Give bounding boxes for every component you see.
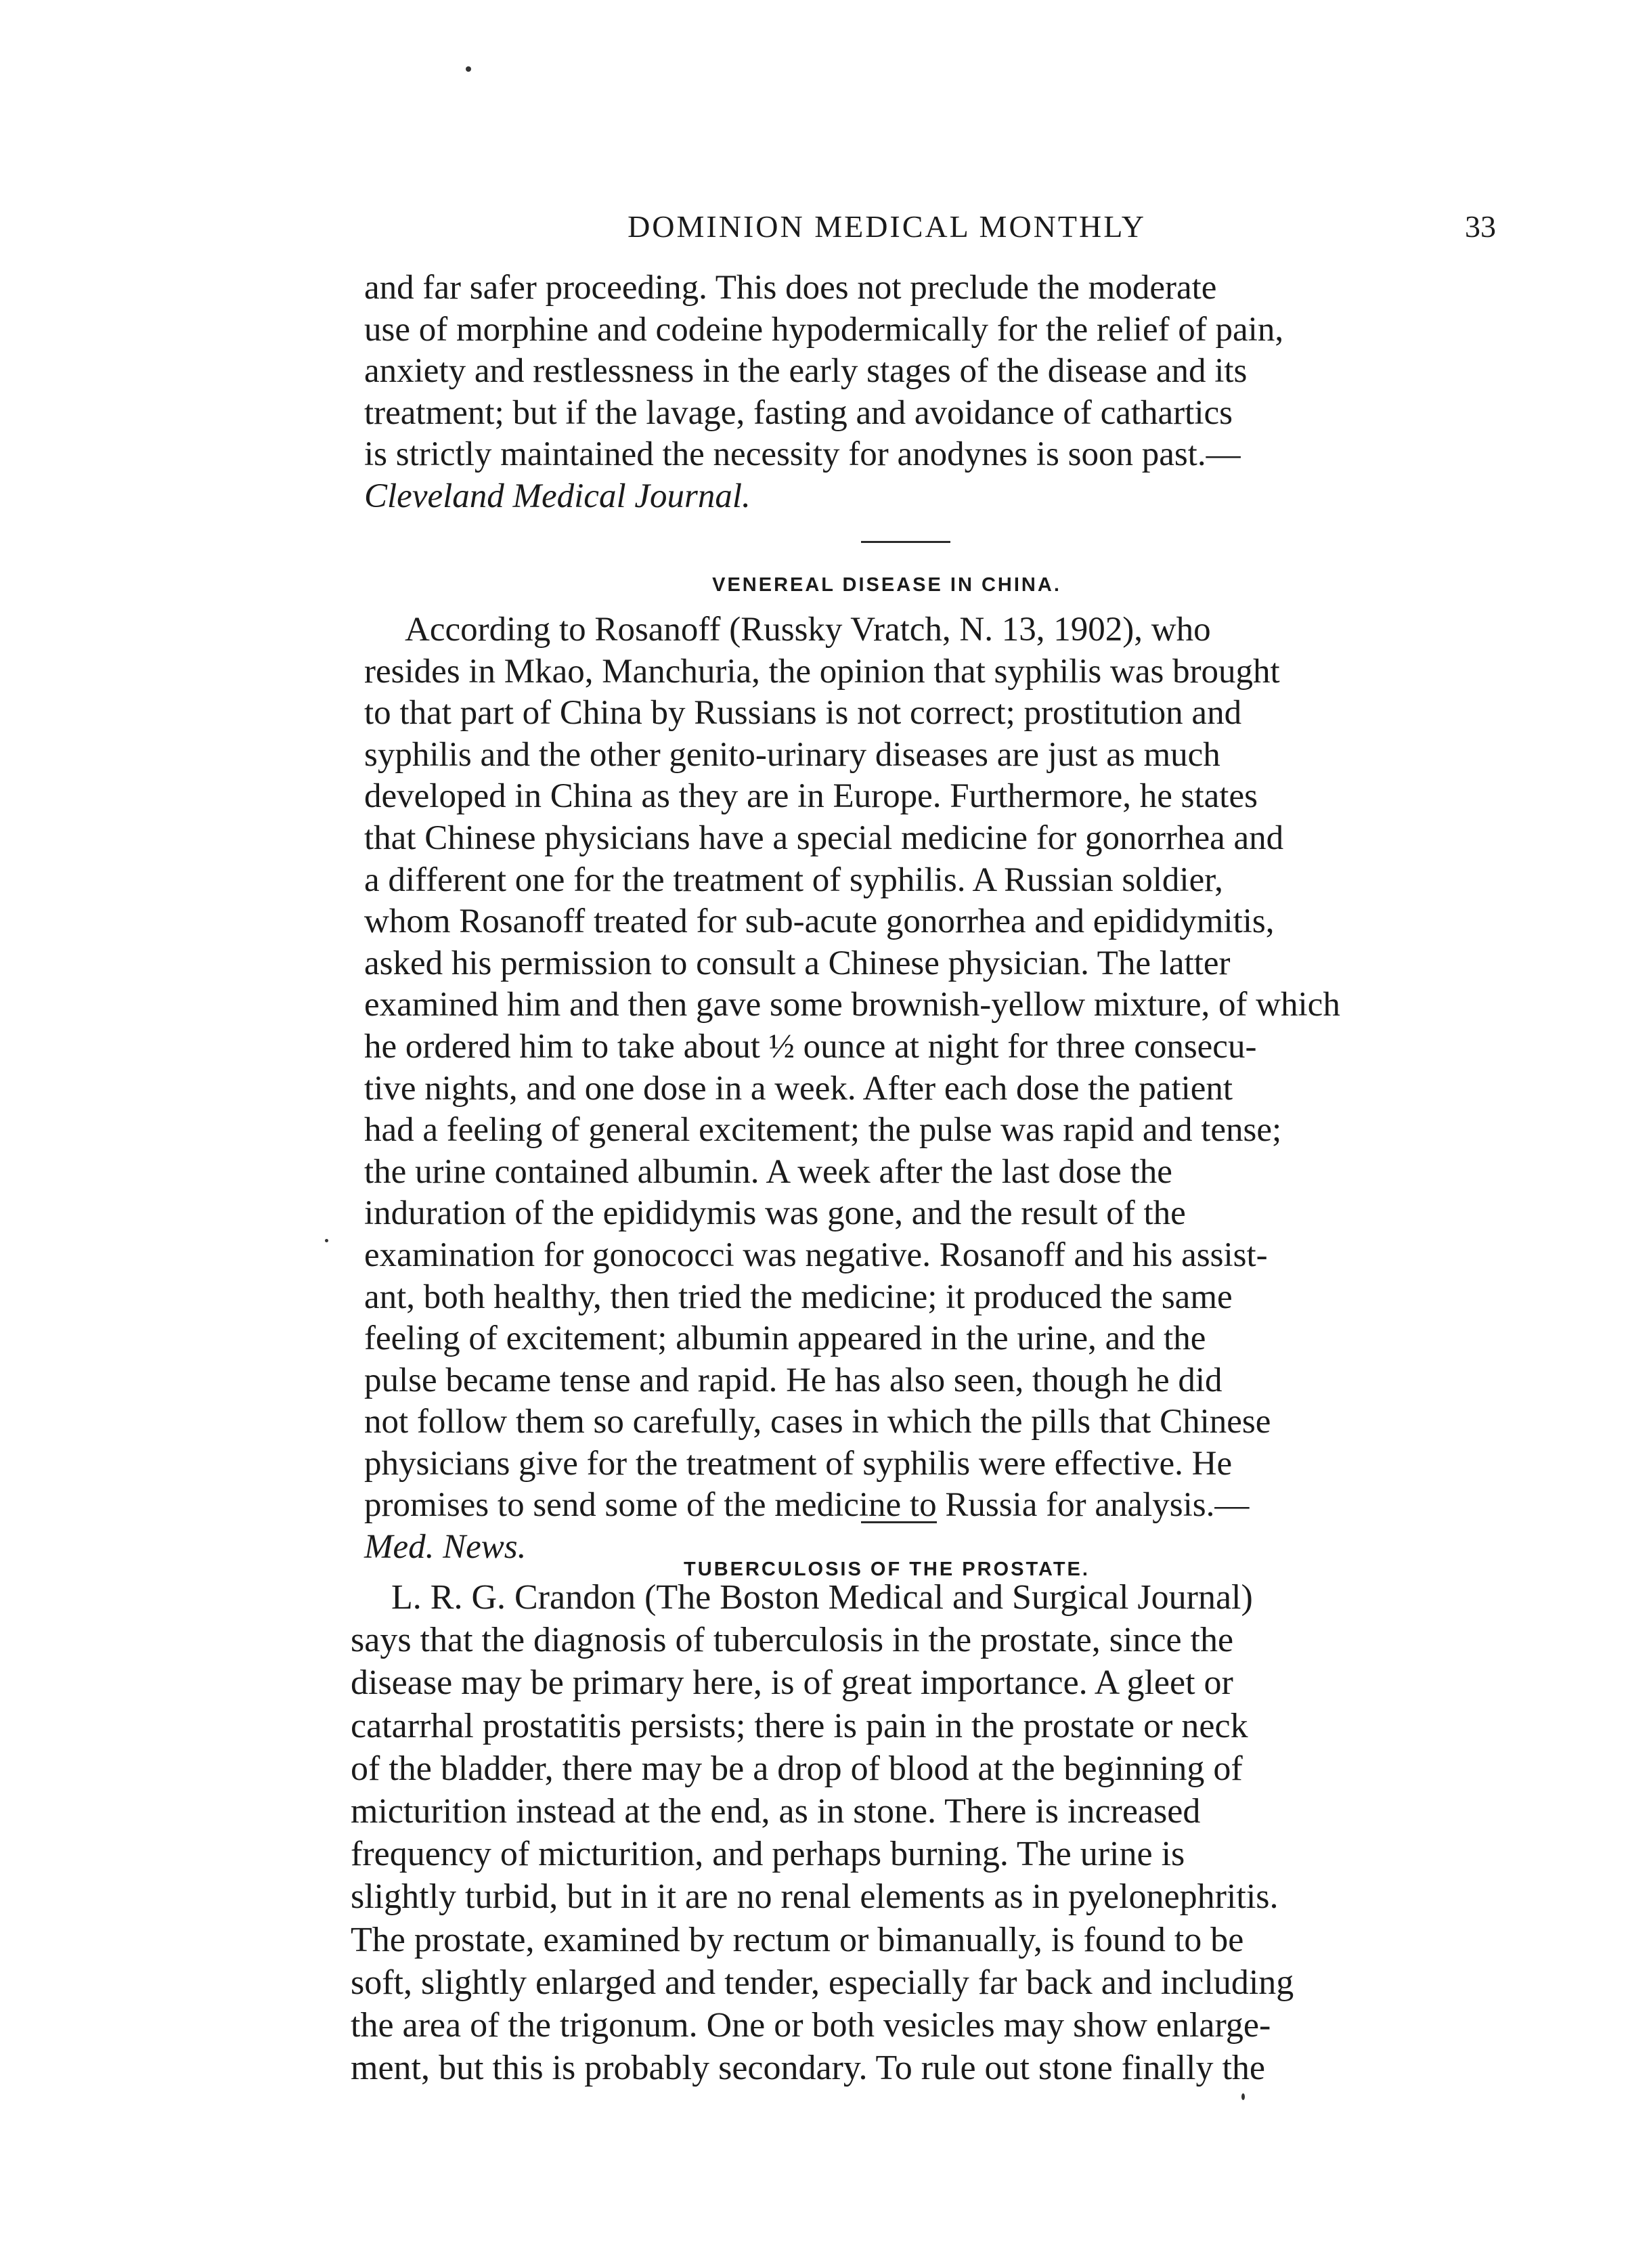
- paragraph-line: disease may be primary here, is of great importance. A gleet or: [351, 1663, 1233, 1703]
- paragraph-line: catarrhal prostatitis persists; there is pain in the prostate or neck: [351, 1706, 1248, 1745]
- paragraph-line: physicians give for the treatment of syphilis were effective. He: [364, 1444, 1233, 1483]
- paragraph-line: and far safer proceeding. This does not preclude the moderate: [364, 269, 1217, 307]
- paragraph-line: use of morphine and codeine hypodermically for the relief of pain,: [364, 310, 1284, 349]
- print-speck: [1241, 2093, 1245, 2100]
- running-header: [366, 203, 1496, 250]
- paragraph-line: induration of the epididymis was gone, and the result of the: [364, 1194, 1186, 1233]
- paragraph-line: micturition instead at the end, as in stone. There is increased: [351, 1792, 1201, 1831]
- tuberculosis-paragraph: [351, 1576, 1496, 2089]
- paragraph-line: pulse became tense and rapid. He has also seen, though he did: [364, 1361, 1222, 1399]
- paragraph-line: a different one for the treatment of syphilis. A Russian soldier,: [364, 860, 1223, 899]
- section-heading-tuberculosis: TUBERCULOSIS OF THE PROSTATE.: [684, 1558, 1090, 1580]
- paragraph-line: According to Rosanoff (Russky Vratch, N. 13, 1902), who: [405, 611, 1211, 649]
- paragraph-line: says that the diagnosis of tuberculosis in the prostate, since the: [351, 1621, 1234, 1660]
- paragraph-line: ment, but this is probably secondary. To rule out stone finally the: [351, 2049, 1266, 2088]
- paragraph-line: the area of the trigonum. One or both vesicles may show enlarge-: [351, 2006, 1271, 2045]
- paragraph-line: feeling of excitement; albumin appeared in the urine, and the: [364, 1320, 1206, 1358]
- paragraph-line: he ordered him to take about ½ ounce at night for three consecu-: [364, 1027, 1257, 1066]
- paragraph-line: the urine contained albumin. A week after the last dose the: [364, 1152, 1172, 1191]
- paragraph-line: whom Rosanoff treated for sub-acute gonorrhea and epididymitis,: [364, 902, 1275, 941]
- source-citation: Cleveland Medical Journal.: [364, 477, 751, 515]
- paragraph-line: of the bladder, there may be a drop of blood at the beginning of: [351, 1749, 1243, 1788]
- paragraph-line: soft, slightly enlarged and tender, especially far back and including: [351, 1963, 1294, 2002]
- paragraph-line: treatment; but if the lavage, fasting and avoidance of cathartics: [364, 393, 1233, 432]
- paragraph-line: slightly turbid, but in it are no renal elements as in pyelonephritis.: [351, 1877, 1279, 1917]
- paragraph-line: is strictly maintained the necessity for anodynes is soon past.—: [364, 435, 1241, 474]
- section-divider: [861, 541, 950, 543]
- paragraph-line: not follow them so carefully, cases in which the pills that Chinese: [364, 1403, 1271, 1441]
- paragraph-line: syphilis and the other genito-urinary diseases are just as much: [364, 735, 1220, 774]
- paragraph-line: L. R. G. Crandon (The Boston Medical and Surgical Journal): [391, 1578, 1253, 1617]
- paragraph-line: frequency of micturition, and perhaps burning. The urine is: [351, 1835, 1185, 1874]
- paragraph-line: to that part of China by Russians is not correct; prostitution and: [364, 694, 1242, 733]
- section-divider: [861, 1521, 937, 1523]
- paragraph-line: resides in Mkao, Manchuria, the opinion that syphilis was brought: [364, 652, 1280, 691]
- paragraph-line: ant, both healthy, then tried the medicine; it produced the same: [364, 1278, 1233, 1316]
- paragraph-line: developed in China as they are in Europe. Furthermore, he states: [364, 777, 1258, 816]
- paragraph-line: The prostate, examined by rectum or bimanually, is found to be: [351, 1920, 1244, 1959]
- paragraph-line: had a feeling of general excitement; the pulse was rapid and tense;: [364, 1111, 1282, 1150]
- print-speck: [466, 66, 471, 72]
- section-heading-venereal-disease: VENEREAL DISEASE IN CHINA.: [712, 574, 1061, 596]
- journal-title: DOMINION MEDICAL MONTHLY: [627, 209, 1146, 244]
- paragraph-line: that Chinese physicians have a special medicine for gonorrhea and: [364, 819, 1284, 857]
- continued-article-paragraph: [364, 267, 1496, 518]
- paragraph-line: asked his permission to consult a Chinese physician. The latter: [364, 944, 1231, 982]
- paragraph-line: tive nights, and one dose in a week. After each dose the patient: [364, 1069, 1233, 1108]
- paragraph-line: anxiety and restlessness in the early stages of the disease and its: [364, 352, 1248, 391]
- page-number: 33: [1465, 209, 1496, 244]
- venereal-disease-paragraph: [364, 609, 1496, 1569]
- paragraph-line: examination for gonococci was negative. Rosanoff and his assist-: [364, 1236, 1268, 1274]
- paragraph-line: promises to send some of the medicine to Russia for analysis.—: [364, 1486, 1250, 1525]
- print-speck: [325, 1239, 328, 1242]
- source-citation: Med. News.: [364, 1528, 527, 1567]
- paragraph-line: examined him and then gave some brownish-yellow mixture, of which: [364, 986, 1340, 1024]
